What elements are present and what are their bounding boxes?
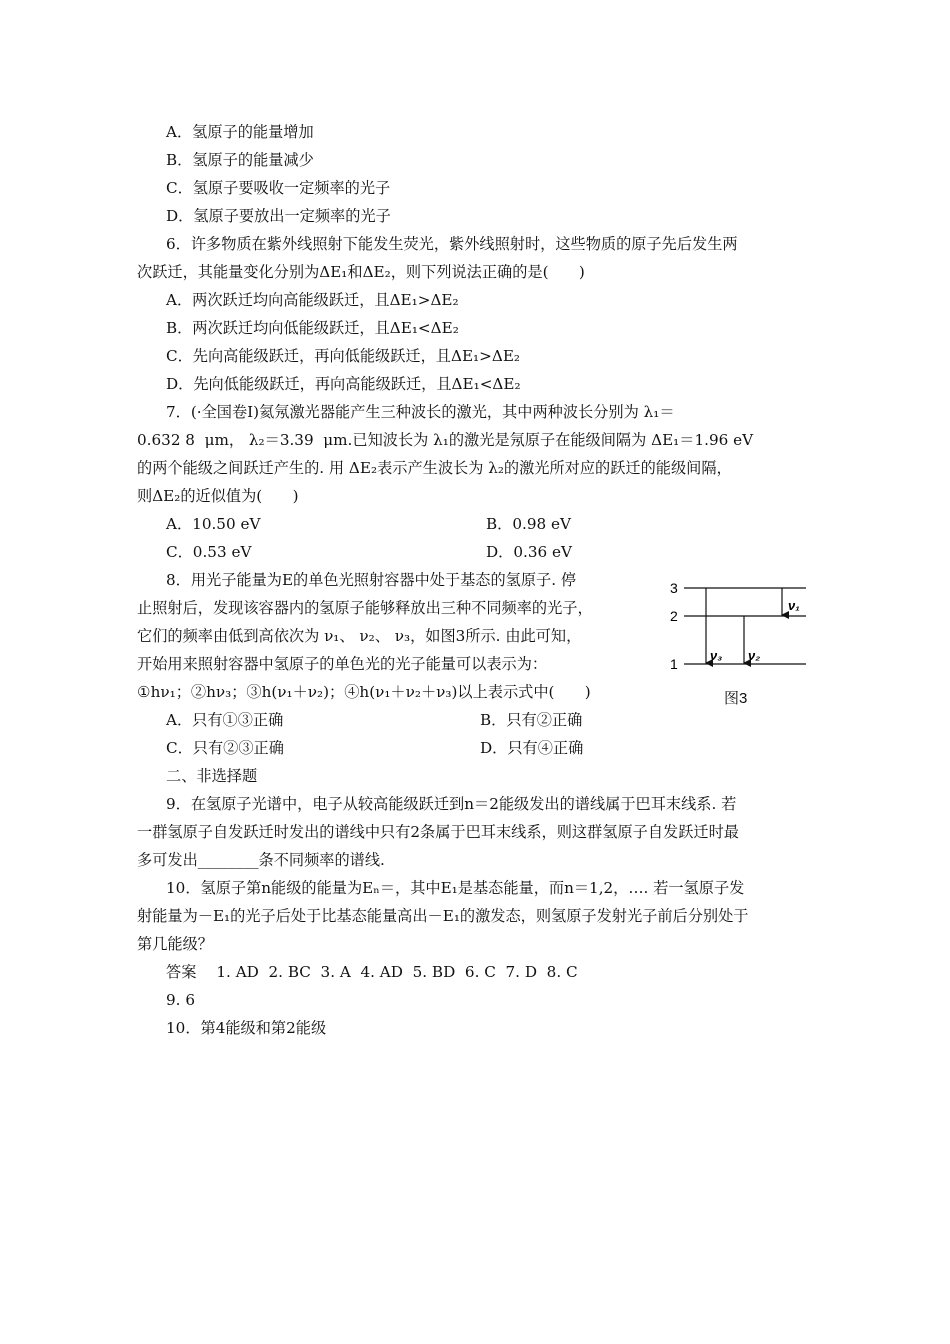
q8-stem-line2: 止照射后，发现该容器内的氢原子能够释放出三种不同频率的光子，: [137, 599, 593, 617]
level-label-2: 2: [670, 608, 678, 624]
q6-stem-line1: 6．许多物质在紫外线照射下能发生荧光，紫外线照射时，这些物质的原子先后发生两: [166, 235, 738, 253]
q8-stem-line4: 开始用来照射容器中氢原子的单色光的光子能量可以表示为：: [137, 655, 548, 673]
q8-option-d: D．只有④正确: [480, 739, 584, 757]
level-label-1: 1: [670, 656, 678, 672]
q6-option-b: B．两次跃迁均向低能级跃迁，且ΔE₁<ΔE₂: [166, 319, 459, 337]
q8-stem-line3: 它们的频率由低到高依次为 ν₁、 ν₂、 ν₃，如图3所示. 由此可知，: [137, 627, 582, 645]
arrow-label-nu2: ν₂: [748, 648, 761, 663]
q9-line1: 9．在氢原子光谱中，电子从较高能级跃迁到n＝2能级发出的谱线属于巴耳末线系. 若: [166, 795, 737, 813]
section-title: 二、非选择题: [166, 767, 258, 785]
q8-stem-line1: 8．用光子能量为E的单色光照射容器中处于基态的氢原子. 停: [166, 571, 577, 589]
q10-line1: 10．氢原子第n能级的能量为Eₙ＝，其中E₁是基态能量，而n＝1,2，…. 若一氢原子发: [166, 879, 745, 897]
level-label-3: 3: [670, 580, 678, 596]
q7-option-c: C．0.53 eV: [166, 543, 252, 561]
q8-option-b: B．只有②正确: [480, 711, 583, 729]
q5-option-d: D．氢原子要放出一定频率的光子: [166, 207, 391, 225]
q6-option-d: D．先向低能级跃迁，再向高能级跃迁，且ΔE₁<ΔE₂: [166, 375, 521, 393]
q7-option-b: B．0.98 eV: [486, 515, 571, 533]
q6-stem-line2: 次跃迁，其能量变化分别为ΔE₁和ΔE₂，则下列说法正确的是( ): [137, 263, 585, 281]
answers-line2: 9. 6: [166, 991, 195, 1009]
q8-stem-line5: ①hν₁；②hν₃；③h(ν₁＋ν₂)；④h(ν₁＋ν₂＋ν₃)以上表示式中( ): [137, 683, 591, 701]
q6-option-c: C．先向高能级跃迁，再向低能级跃迁，且ΔE₁>ΔE₂: [166, 347, 521, 365]
figure-caption: 图3: [724, 690, 748, 707]
q10-line2: 射能量为－E₁的光子后处于比基态能量高出－E₁的激发态，则氢原子发射光子前后分别处于: [137, 907, 749, 925]
q5-option-c: C．氢原子要吸收一定频率的光子: [166, 179, 391, 197]
answers-line1: 答案 1. AD 2. BC 3. A 4. AD 5. BD 6. C 7. D 8. C: [166, 963, 578, 981]
q5-option-b: B．氢原子的能量减少: [166, 151, 314, 169]
q8-option-c: C．只有②③正确: [166, 739, 284, 757]
q10-line3: 第几能级？: [137, 935, 213, 953]
q7-stem-line1: 7．(·全国卷Ⅰ)氦氖激光器能产生三种波长的激光，其中两种波长分别为 λ₁＝: [166, 403, 675, 421]
q7-stem-line2: 0.632 8 μm， λ₂＝3.39 μm.已知波长为 λ₁的激光是氖原子在能级间隔为 ΔE₁＝1.96 eV: [137, 431, 754, 449]
q7-stem-line3: 的两个能级之间跃迁产生的. 用 ΔE₂表示产生波长为 λ₂的激光所对应的跃迁的能级间隔，: [137, 459, 732, 477]
answers-line3: 10．第4能级和第2能级: [166, 1019, 327, 1037]
arrow-label-nu1: ν₁: [788, 598, 800, 613]
energy-level-diagram: [664, 578, 844, 706]
q7-option-d: D．0.36 eV: [486, 543, 572, 561]
q8-option-a: A．只有①③正确: [166, 711, 284, 729]
q9-line2: 一群氢原子自发跃迁时发出的谱线中只有2条属于巴耳末线系，则这群氢原子自发跃迁时最: [137, 823, 739, 841]
q7-option-a: A．10.50 eV: [166, 515, 261, 533]
q5-option-a: A．氢原子的能量增加: [166, 123, 314, 141]
q9-line3: 多可发出________条不同频率的谱线.: [137, 851, 385, 869]
arrow-label-nu3: ν₃: [710, 648, 723, 663]
q7-stem-line4: 则ΔE₂的近似值为( ): [137, 487, 299, 505]
q6-option-a: A．两次跃迁均向高能级跃迁，且ΔE₁>ΔE₂: [166, 291, 459, 309]
